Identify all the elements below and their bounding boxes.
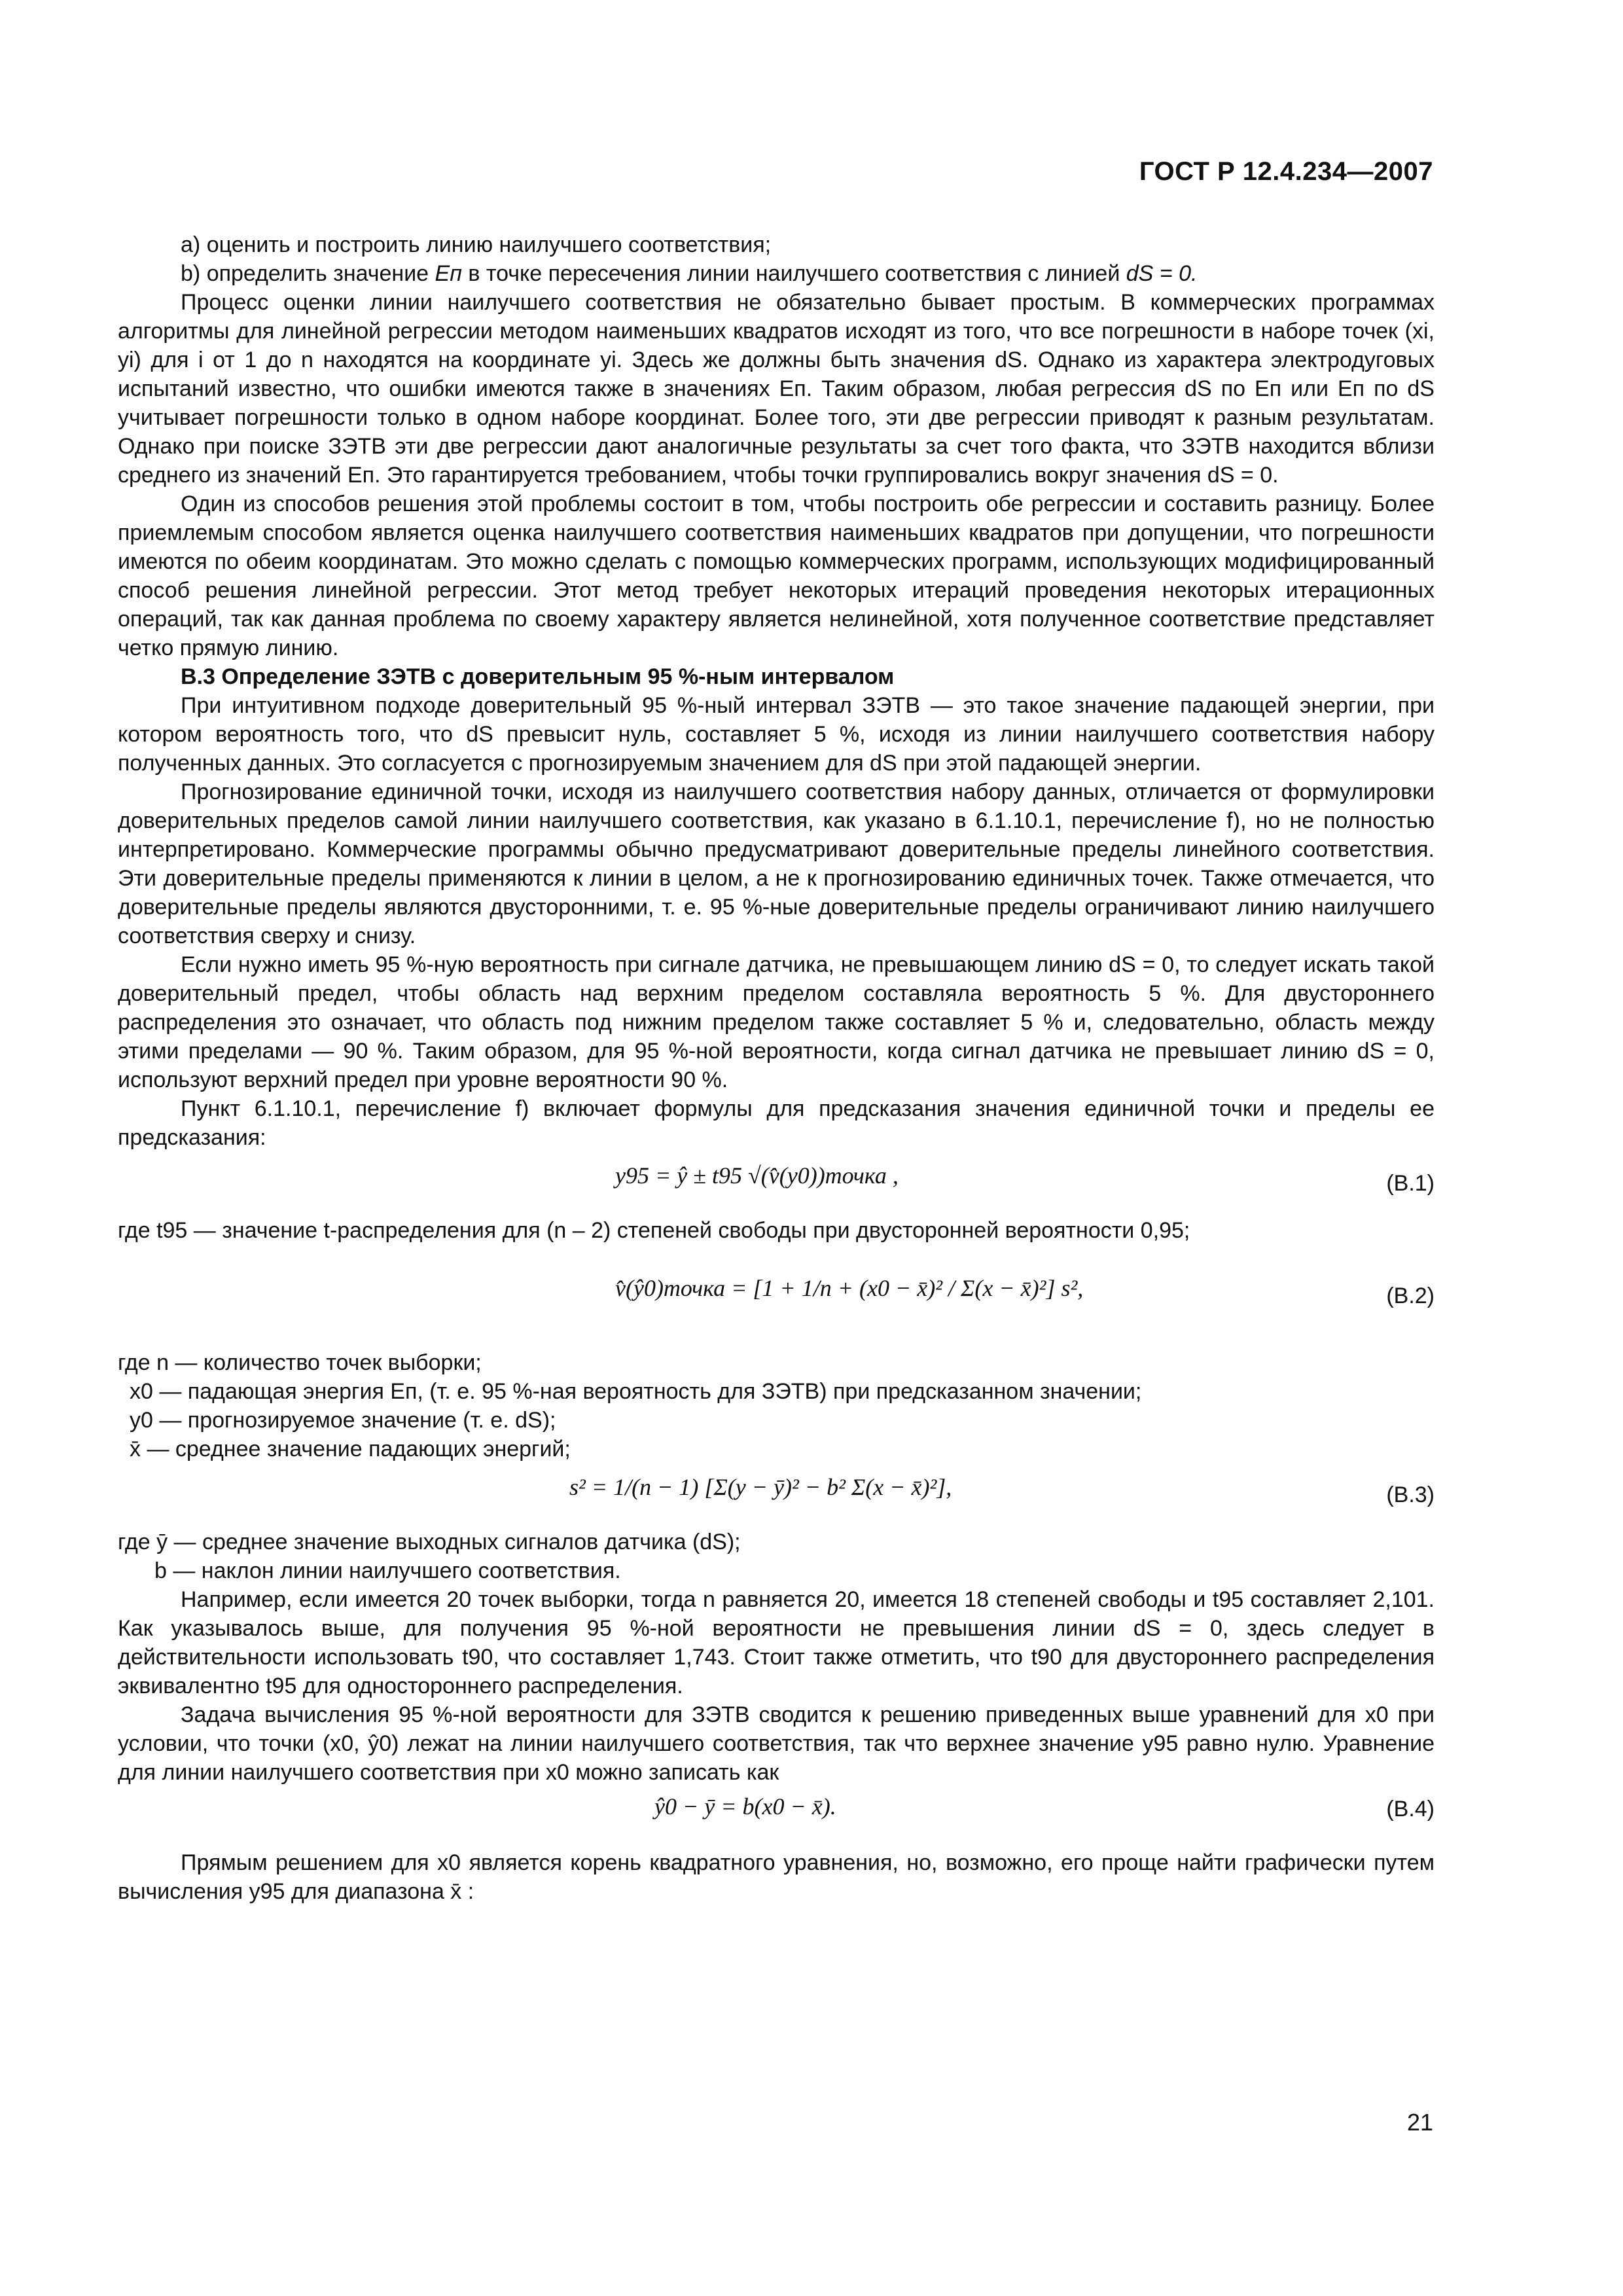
equation-b4 — [118, 1789, 1435, 1835]
definition-t95: где t95 — значение t-распределения для (n – 2) степеней свободы при двусторонней вероятности 0,95; — [118, 1218, 1190, 1243]
paragraph-probability: Если нужно иметь 95 %-ную вероятность при сигнале датчика, не превышающем линию dS = 0, то следует искать такой доверительный предел, чтобы область над верхним пределом составляла вероятность 5 %. Для двустороннего распределения это означает, что область под нижним пределом также составляет 5 % и, следовательно, область между этими пределами — 90 %. Таким образом, для 95 %-ной вероятности, когда сигнал датчика не превышает линию dS = 0, используют верхний предел при уровне вероятности 90 %. — [118, 952, 1435, 1092]
definition-ybar: где ȳ — среднее значение выходных сигналов датчика (dS); — [118, 1530, 741, 1554]
ds-zero: dS = 0. — [1126, 261, 1198, 286]
equation-b2-formula: v̂(ŷ0)точка = [1 + 1/n + (x0 − x̄)² / Σ(x − x̄)²] s², — [615, 1275, 1084, 1301]
equation-b3-number: (B.3) — [1386, 1482, 1435, 1507]
paragraph-regression: Процесс оценки линии наилучшего соответствия не обязательно бывает простым. В коммерческих программах алгоритмы для линейной регрессии методом наименьших квадратов исходят из того, что все погрешности в наборе точек (xi, yi) для i от 1 до n находятся на координате yi. Здесь же должны быть значения dS. Однако из характера электродуговых испытаний известно, что ошибки имеются также в значениях Eп. Таким образом, любая регрессия dS по Eп или Eп по dS учитывает погрешности только в одном наборе координат. Более того, эти две регрессии приводят к разным результатам. Однако при поиске ЗЭТВ эти две регрессии дают аналогичные результаты за счет того факта, что ЗЭТВ находится вблизи среднего из значений Eп. Это гарантируется требованием, чтобы точки группировались вокруг значения dS = 0. — [118, 290, 1435, 488]
list-item-a — [118, 230, 1435, 259]
page-number: 21 — [1406, 2109, 1433, 2136]
equation-b4-formula: ŷ0 − ȳ = b(x0 − x̄). — [654, 1793, 836, 1820]
list-item-b-text-2: в точке пересечения линии наилучшего соответствия с линией — [461, 261, 1126, 286]
list-item-a-text: оценить и построить линию наилучшего соответствия; — [206, 232, 772, 257]
paragraph-example: Например, если имеется 20 точек выборки, тогда n равняется 20, имеется 18 степеней свободы и t95 составляет 2,101. Как указывалось выше, для получения 95 %-ной вероятности не превышения линии dS = 0, здесь следует в действительности использовать t90, что составляет 1,743. Стоит также отметить, что t90 для двустороннего распределения эквивалентно t95 для одностороннего распределения. — [118, 1587, 1435, 1698]
paragraph-direct-solution: Прямым решением для x0 является корень квадратного уравнения, но, возможно, его проще найти графически путем вычисления y95 для диапазона x̄ : — [118, 1850, 1435, 1904]
equation-b4-number: (B.4) — [1386, 1797, 1435, 1821]
equation-b3-formula: s² = 1/(n − 1) [Σ(y − ȳ)² − b² Σ(x − x̄)²], — [569, 1474, 952, 1500]
paragraph-prediction: Прогнозирование единичной точки, исходя из наилучшего соответствия набору данных, отличается от формулировки доверительных пределов самой линии наилучшего соответствия, как указано в 6.1.10.1, перечисление f), но не полностью интерпретировано. Коммерческие программы обычно предусматривают доверительные пределы линейного соответствия. Эти доверительные пределы применяются к линии в целом, а не к прогнозированию единичных точек. Также отмечается, что доверительные пределы являются двусторонними, т. е. 95 %-ные доверительные пределы ограничивают линию наилучшего соответствия сверху и снизу. — [118, 780, 1435, 948]
list-item-b — [118, 259, 1435, 288]
definition-x0: x0 — падающая энергия Eп, (т. е. 95 %-ная вероятность для ЗЭТВ) при предсказанном значении; — [130, 1379, 1142, 1404]
equation-b3 — [118, 1466, 1435, 1525]
paragraph-task: Задача вычисления 95 %-ной вероятности для ЗЭТВ сводится к решению приведенных выше уравнений для x0 при условии, что точки (x0, ŷ0) лежат на линии наилучшего соответствия, так что верхнее значение y95 равно нулю. Уравнение для линии наилучшего соответствия при x0 можно записать как — [118, 1702, 1435, 1785]
paragraph-formulas-intro: Пункт 6.1.10.1, перечисление f) включает формулы для предсказания значения единичной точки и пределы ее предсказания: — [118, 1096, 1435, 1150]
list-marker-b: b) — [181, 261, 201, 286]
paragraph-intuitive: При интуитивном подходе доверительный 95 %-ный интервал ЗЭТВ — это такое значение падающей энергии, при котором вероятность того, что dS превысит нуль, составляет 5 %, исходя из линии наилучшего соответствия набору полученных данных. Это согласуется с прогнозируемым значением для dS при этой падающей энергии. — [118, 693, 1435, 776]
list-item-b-text-1: определить значение — [206, 261, 435, 286]
definition-y0: y0 — прогнозируемое значение (т. е. dS); — [130, 1408, 556, 1433]
equation-b2 — [118, 1247, 1435, 1346]
section-heading-b3: В.3 Определение ЗЭТВ с доверительным 95 %-ным интервалом — [181, 664, 895, 689]
paragraph-solution: Один из способов решения этой проблемы состоит в том, чтобы построить обе регрессии и составить разницу. Более приемлемым способом является оценка наилучшего соответствия наименьших квадратов при допущении, что погрешности имеются по обеим координатам. Это можно сделать с помощью коммерческих программ, использующих модифицированный способ решения линейной регрессии. Этот метод требует некоторых итераций проведения некоторых итерационных операций, так как данная проблема по своему характеру является нелинейной, хотя полученное соответствие представляет четко прямую линию. — [118, 492, 1435, 660]
document-header: ГОСТ Р 12.4.234—2007 — [1139, 157, 1433, 186]
definition-xbar: x̄ — среднее значение падающих энергий; — [130, 1437, 571, 1462]
ep-symbol: Eп — [435, 261, 462, 286]
equation-b1-formula: y95 = ŷ ± t95 √(v̂(y0))точка , — [615, 1162, 899, 1189]
document-body — [118, 230, 1435, 1906]
equation-b1-number: (B.1) — [1386, 1171, 1435, 1196]
list-marker-a: a) — [181, 232, 201, 257]
definition-n: где n — количество точек выборки; — [118, 1350, 482, 1375]
equation-b1 — [118, 1155, 1435, 1213]
equation-b2-number: (B.2) — [1386, 1283, 1435, 1308]
definition-b: b — наклон линии наилучшего соответствия. — [154, 1558, 621, 1583]
